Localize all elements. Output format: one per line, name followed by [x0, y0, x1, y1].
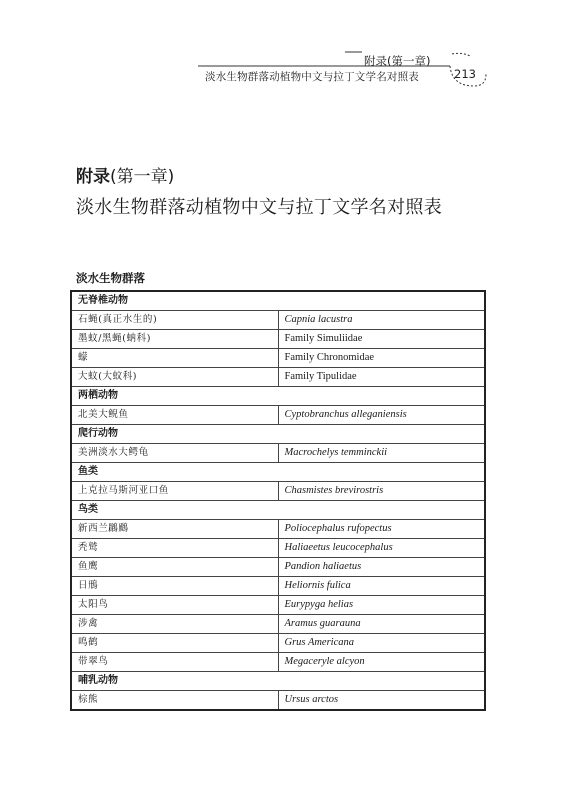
chinese-name-cell: 鱼鹰	[71, 558, 278, 577]
group-row	[71, 425, 485, 444]
chinese-name-cell: 鸣鹤	[71, 634, 278, 653]
chinese-name-cell: 北美大鲵鱼	[71, 406, 278, 425]
chapter-title	[76, 162, 174, 187]
group-row	[71, 672, 485, 691]
table-row	[71, 368, 485, 387]
chapter-title-bold: 附录	[76, 167, 110, 187]
table-row	[71, 596, 485, 615]
table-row	[71, 691, 485, 711]
chinese-name-cell: 石蝇(真正水生的)	[71, 311, 278, 330]
name-table-body	[71, 291, 485, 710]
chinese-name-cell: 大蚊(大蚊科)	[71, 368, 278, 387]
chinese-name-cell: 新西兰鸊鷉	[71, 520, 278, 539]
table-row	[71, 330, 485, 349]
latin-name-cell: Pandion haliaetus	[278, 558, 485, 577]
table-row	[71, 311, 485, 330]
header-subtitle: 淡水生物群落动植物中文与拉丁文学名对照表	[205, 71, 419, 83]
chinese-name-cell: 墨蚊/黑蝇(蚋科)	[71, 330, 278, 349]
latin-name-cell: Poliocephalus rufopectus	[278, 520, 485, 539]
table-row	[71, 444, 485, 463]
section-heading: 淡水生物群落	[76, 271, 145, 285]
latin-name-cell: Aramus guarauna	[278, 615, 485, 634]
table-row	[71, 349, 485, 368]
table-row	[71, 539, 485, 558]
chinese-name-cell: 美洲淡水大鳄龟	[71, 444, 278, 463]
chinese-name-cell: 带翠鸟	[71, 653, 278, 672]
chinese-name-cell: 涉禽	[71, 615, 278, 634]
table-row	[71, 634, 485, 653]
group-row	[71, 463, 485, 482]
table-row	[71, 577, 485, 596]
table-row	[71, 615, 485, 634]
group-name: 爬行动物	[71, 425, 485, 444]
latin-name-cell: Eurypyga helias	[278, 596, 485, 615]
latin-name-cell: Megaceryle alcyon	[278, 653, 485, 672]
latin-name-cell: Grus Americana	[278, 634, 485, 653]
group-name: 鱼类	[71, 463, 485, 482]
chinese-name-cell: 蠓	[71, 349, 278, 368]
group-name: 两栖动物	[71, 387, 485, 406]
latin-name-cell: Cyptobranchus alleganiensis	[278, 406, 485, 425]
latin-name-cell: Family Tipulidae	[278, 368, 485, 387]
group-name: 哺乳动物	[71, 672, 485, 691]
table-row	[71, 558, 485, 577]
table-row	[71, 406, 485, 425]
latin-name-cell: Capnia lacustra	[278, 311, 485, 330]
group-name: 鸟类	[71, 501, 485, 520]
header-appendix-label: 附录(第一章)	[364, 54, 431, 68]
latin-name-cell: Haliaeetus leucocephalus	[278, 539, 485, 558]
latin-name-cell: Ursus arctos	[278, 691, 485, 711]
table-row	[71, 482, 485, 501]
header-decoration-icon	[0, 0, 570, 100]
latin-name-cell: Family Chronomidae	[278, 349, 485, 368]
table-row	[71, 653, 485, 672]
chinese-name-cell: 上克拉马斯河亚口鱼	[71, 482, 278, 501]
latin-name-cell: Chasmistes brevirostris	[278, 482, 485, 501]
group-row	[71, 387, 485, 406]
chinese-name-cell: 秃鹫	[71, 539, 278, 558]
table-row	[71, 520, 485, 539]
latin-name-cell: Heliornis fulica	[278, 577, 485, 596]
chinese-name-cell: 日鳽	[71, 577, 278, 596]
latin-name-cell: Macrochelys temminckii	[278, 444, 485, 463]
chapter-subtitle: 淡水生物群落动植物中文与拉丁文学名对照表	[76, 197, 442, 218]
chinese-name-cell: 棕熊	[71, 691, 278, 711]
group-name: 无脊椎动物	[71, 291, 485, 311]
page-number: 213	[454, 67, 476, 81]
running-header	[0, 0, 570, 100]
group-row	[71, 501, 485, 520]
chapter-title-rest: (第一章)	[110, 167, 175, 187]
name-table	[70, 290, 486, 711]
latin-name-cell: Family Simuliidae	[278, 330, 485, 349]
chinese-name-cell: 太阳鸟	[71, 596, 278, 615]
group-row	[71, 291, 485, 311]
